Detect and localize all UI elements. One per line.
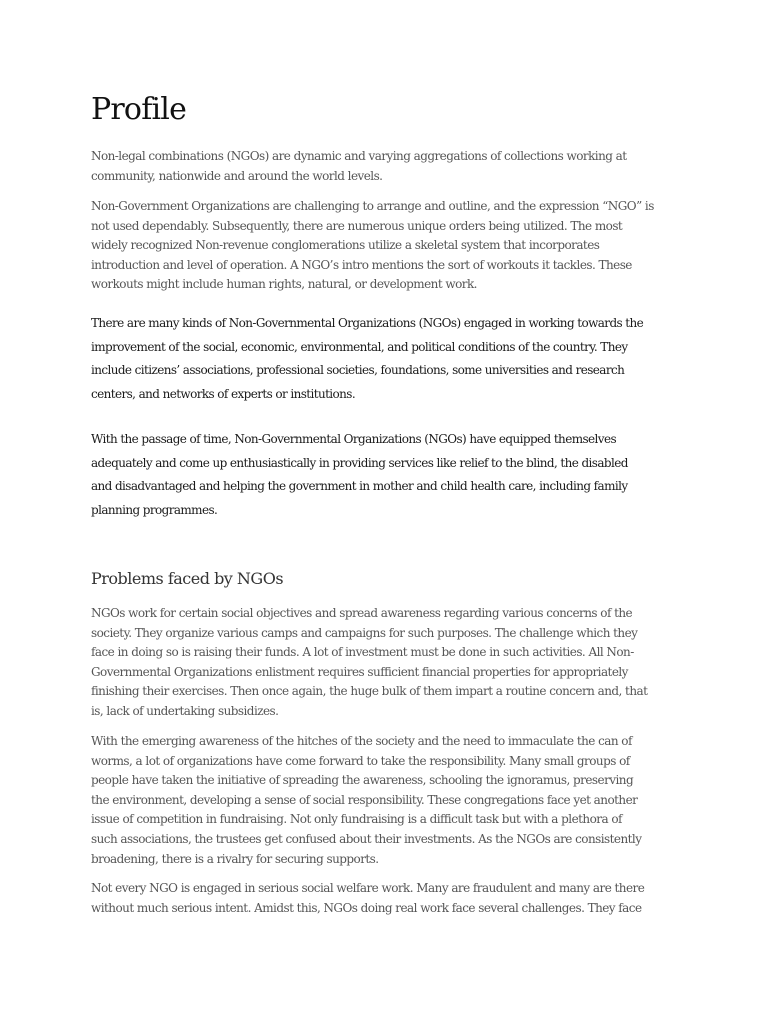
text-line: not used dependably. Subsequently, there are numerous unique orders being utilized. The most	[91, 218, 623, 233]
text-line: and disadvantaged and helping the government in mother and child health care, including family	[91, 479, 628, 493]
awareness-paragraph	[91, 732, 681, 869]
text-line: society. They organize various camps and campaigns for such purposes. The challenge which they	[91, 625, 638, 640]
text-line: improvement of the social, economic, environmental, and political conditions of the country. They	[91, 339, 628, 354]
intro-paragraph	[91, 147, 681, 186]
text-line: widely recognized Non-revenue conglomerations utilize a skeletal system that incorporates	[91, 238, 600, 253]
text-line: planning programmes.	[91, 502, 218, 517]
text-line: centers, and networks of experts or institutions.	[91, 386, 356, 401]
text-line: finishing their exercises. Then once again, the huge bulk of them impart a routine concern and, that	[91, 684, 648, 699]
text-line: introduction and level of operation. A NGO’s intro mentions the sort of workouts it tackles. These	[91, 257, 632, 272]
text-line: worms, a lot of organizations have come forward to take the responsibility. Many small groups of	[91, 753, 630, 768]
text-line: Not every NGO is engaged in serious social welfare work. Many are fraudulent and many are there	[91, 881, 645, 895]
services-paragraph	[91, 428, 681, 522]
text-line: issue of competition in fundraising. Not only fundraising is a difficult task but with a plethora of	[91, 812, 622, 827]
text-line: Non-legal combinations (NGOs) are dynamic and varying aggregations of collections working at	[91, 149, 627, 163]
text-line: include citizens’ associations, professional societies, foundations, some universities and research	[91, 363, 625, 377]
text-line: broadening, there is a rivalry for securing supports.	[91, 851, 379, 866]
kinds-paragraph	[91, 312, 681, 406]
text-line: face in doing so is raising their funds. A lot of investment must be done in such activities. All Non-	[91, 645, 634, 660]
section-heading: Problems faced by NGOs	[91, 569, 284, 588]
text-line: NGOs work for certain social objectives and spread awareness regarding various concerns of the	[91, 606, 633, 620]
text-line: is, lack of undertaking subsidizes.	[91, 703, 279, 718]
text-line: workouts might include human rights, natural, or development work.	[91, 277, 477, 292]
text-line	[91, 312, 681, 336]
problems-paragraph	[91, 604, 681, 722]
ngo-link[interactable]: Non-Governmental Organizations	[228, 316, 416, 330]
text-fragment: There are many kinds of	[91, 316, 229, 330]
text-line: adequately and come up enthusiastically in providing services like relief to the blind, the disabled	[91, 455, 628, 470]
text-line: the environment, developing a sense of social responsibility. These congregations face yet another	[91, 792, 638, 807]
text-line: without much serious intent. Amidst this, NGOs doing real work face several challenges. They face	[91, 900, 642, 915]
text-line: Non-Government Organizations are challenging to arrange and outline, and the expression “NGO” is	[91, 199, 654, 213]
text-fragment: (NGOs) engaged in working towards the	[415, 316, 644, 330]
text-line: people have taken the initiative of spreading the awareness, schooling the ignoramus, preserving	[91, 773, 634, 788]
page-title: Profile	[91, 92, 187, 127]
welfare-paragraph	[91, 879, 681, 918]
text-line: With the passage of time, Non-Governmental Organizations (NGOs) have equipped themselves	[91, 432, 617, 446]
text-line: such associations, the trustees get confused about their investments. As the NGOs are consistently	[91, 831, 642, 846]
text-line: Governmental Organizations enlistment requires sufficient financial properties for appropriately	[91, 664, 628, 679]
text-line: community, nationwide and around the world levels.	[91, 168, 383, 183]
text-line: With the emerging awareness of the hitches of the society and the need to immaculate the can of	[91, 734, 632, 748]
definition-paragraph	[91, 197, 681, 295]
